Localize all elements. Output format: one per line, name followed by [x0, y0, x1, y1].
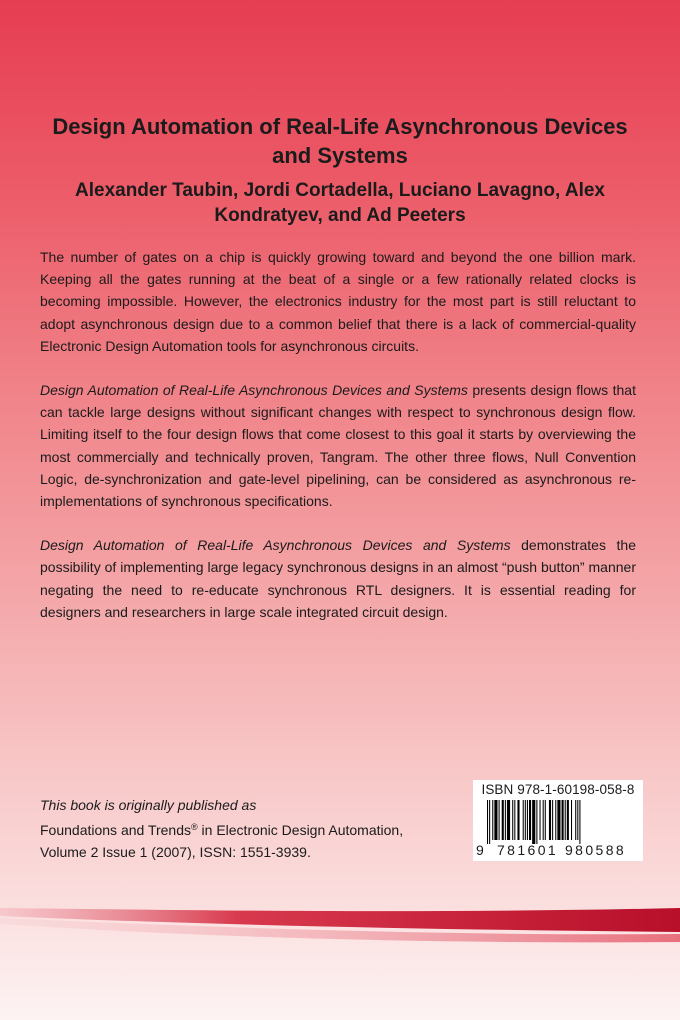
description-paragraph-1: The number of gates on a chip is quickly growing toward and beyond the one billion mark. Keeping all the gates running at the beat of a single or a few rationally related clocks is becoming impossible. However, the electronics industry for the most part is still reluctant to adopt asynchronous design due to a common belief that there is a lack of commercial-quality Electronic Design Automation tools for asynchronous circuits.	[40, 249, 636, 354]
barcode-bar	[512, 800, 513, 840]
barcode-bar	[571, 800, 572, 840]
barcode-digit-group-right: 980588	[565, 842, 627, 858]
isbn-label: ISBN 978-1-60198-058-8	[481, 782, 635, 797]
barcode-bar	[487, 800, 488, 844]
barcode-bar	[543, 800, 544, 840]
barcode-bar	[525, 800, 526, 840]
barcode-bar	[577, 800, 578, 840]
note-volume: Volume 2 Issue 1 (2007), ISSN: 1551-3939.	[40, 844, 311, 860]
description-paragraph-3	[40, 534, 636, 623]
barcode-bar	[562, 800, 564, 840]
barcode-bar	[505, 800, 506, 840]
paragraph-text: presents design flows that can tackle large designs without significant changes with respect to synchronous design flow. Limiting itself to the four design flows that come closest to this goal it starts by overviewing the most commercially and technically proven, Tangram. The other three flows, Null Convention Logic, de-synchronization and gate-level pipelining, can be considered as asynchronous re-implementations of synchronous specifications.	[40, 382, 636, 510]
barcode-bar	[492, 800, 493, 840]
barcode-bar	[502, 800, 504, 840]
barcode-bar	[557, 800, 560, 840]
barcode-bar	[565, 800, 566, 840]
barcode-bar	[529, 800, 531, 840]
book-title: Design Automation of Real-Life Asynchronous Devices and Systems	[52, 114, 628, 168]
series-name: Foundations and Trends	[40, 822, 191, 838]
book-description	[40, 246, 636, 645]
paragraph-text: demonstrates the possibility of implementing large legacy synchronous designs in an almost “push button” manner negating the need to re-educate synchronous RTL designers. It is essential reading for designers and researchers in large scale integrated circuit design.	[40, 537, 636, 620]
barcode-bar	[499, 800, 500, 840]
italic-title-ref: Design Automation of Real-Life Asynchronous Devices and Systems	[40, 537, 511, 554]
note-series	[40, 816, 450, 841]
barcode-bar	[579, 800, 580, 844]
barcode-digit-group-left: 781601	[497, 842, 559, 858]
barcode-bars	[487, 800, 629, 844]
barcode-digit-lead: 9	[476, 842, 484, 858]
description-paragraph-2	[40, 379, 636, 512]
italic-title-ref: Design Automation of Real-Life Asynchronous Devices and Systems	[40, 382, 468, 399]
barcode-bar	[527, 800, 528, 840]
barcode-bar	[575, 800, 576, 840]
book-authors: Alexander Taubin, Jordi Cortadella, Luciano Lavagno, Alex Kondratyev, and Ad Peeters	[75, 180, 605, 226]
barcode-bar	[523, 800, 524, 840]
barcode-bar	[555, 800, 556, 840]
barcode-bar	[567, 800, 569, 840]
barcode-bar	[507, 800, 510, 840]
decorative-swoosh	[0, 900, 680, 960]
barcode-bar	[514, 800, 515, 840]
registered-mark: ®	[191, 822, 198, 832]
barcode-bar	[536, 800, 537, 844]
barcode-bar	[552, 800, 553, 840]
barcode-bar	[532, 800, 535, 844]
barcode-bar	[489, 800, 490, 844]
barcode-bar	[545, 800, 546, 840]
barcode-bar	[540, 800, 541, 840]
isbn-barcode	[473, 780, 643, 861]
barcode-bar	[494, 800, 497, 840]
barcode-bar	[517, 800, 519, 840]
barcode-bar	[549, 800, 551, 840]
publication-note	[40, 794, 450, 863]
series-name-rest: in Electronic Design Automation,	[197, 822, 404, 838]
note-intro: This book is originally published as	[40, 797, 257, 813]
